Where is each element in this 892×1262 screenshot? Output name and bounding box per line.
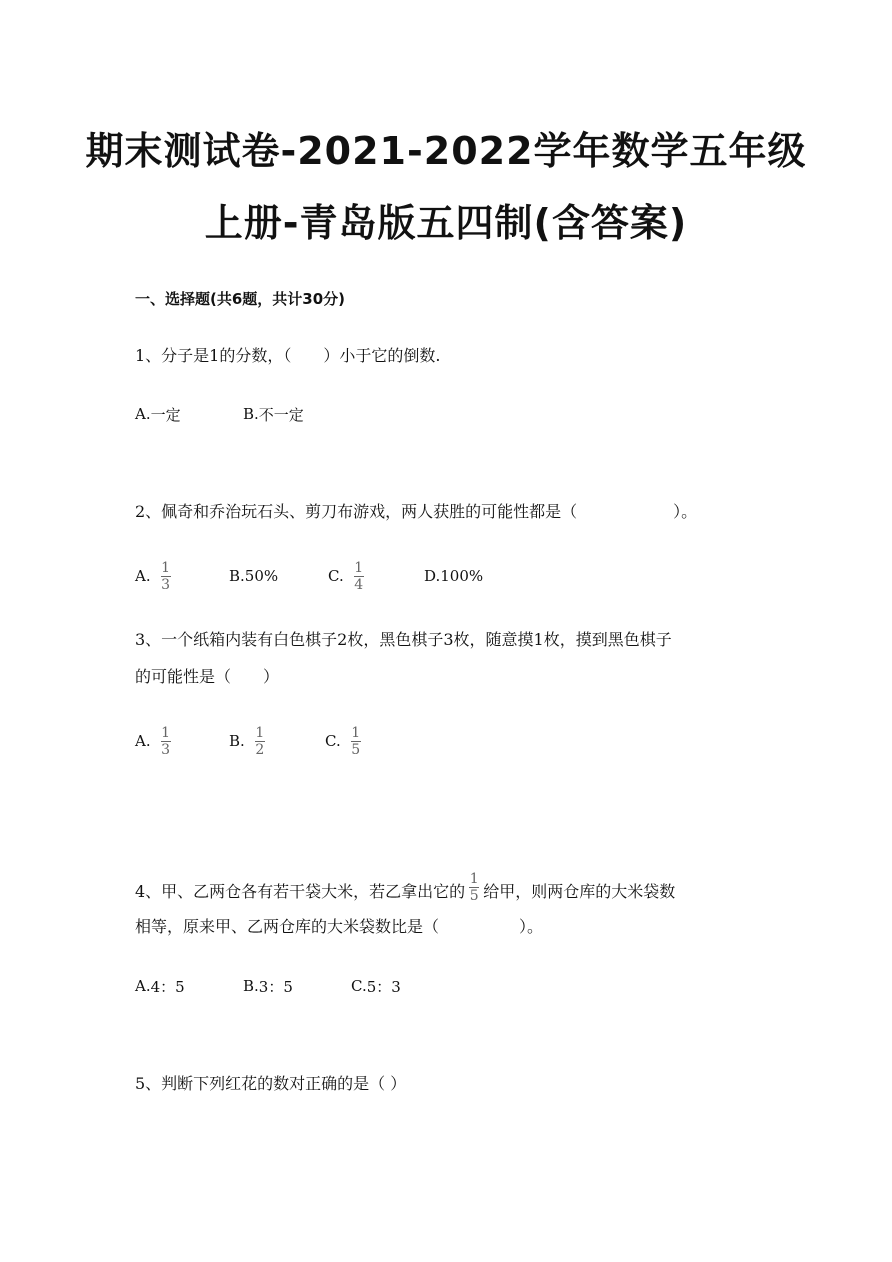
document-title-line2: 上册-青岛版五四制(含答案): [204, 201, 688, 245]
fraction-numerator: 1: [351, 724, 361, 741]
fraction: [161, 726, 171, 757]
fraction-denominator: 5: [351, 741, 361, 758]
option-letter: B.: [229, 567, 245, 585]
fraction: [354, 561, 364, 592]
question-4-options: [135, 966, 401, 1006]
fraction-denominator: 2: [255, 741, 265, 758]
question-2-options: [135, 556, 483, 596]
option-letter: C.: [351, 977, 367, 995]
question-1-text: 1、分子是1的分数，（ ）小于它的倒数.: [135, 346, 441, 365]
option-text: 4：5: [150, 977, 185, 996]
question-2-text: 2、佩奇和乔治玩石头、剪刀布游戏，两人获胜的可能性都是（ ）。: [135, 502, 698, 521]
question-4-option-c[interactable]: [351, 976, 401, 997]
fraction-denominator: 3: [161, 576, 171, 593]
question-4-text-line2: 相等，原来甲、乙两仓库的大米袋数比是（ ）。: [135, 917, 544, 936]
question-3-options: [135, 721, 361, 761]
fraction-numerator: 1: [354, 559, 364, 576]
fraction-numerator: 1: [161, 724, 171, 741]
fraction: [351, 726, 361, 757]
question-4-option-b[interactable]: [243, 976, 351, 997]
fraction-denominator: 5: [469, 888, 479, 904]
question-1-option-a[interactable]: [135, 404, 243, 425]
question-3-option-c[interactable]: [325, 726, 361, 757]
option-text: 100%: [440, 567, 484, 585]
option-letter: A.: [135, 732, 151, 750]
option-letter: B.: [243, 977, 259, 995]
option-text: 一定: [150, 405, 181, 424]
question-2-option-a[interactable]: [135, 561, 229, 592]
question-4-text-line1: [135, 871, 676, 907]
question-4-text-after: 给甲，则两仓库的大米袋数: [483, 881, 676, 901]
question-5-text: 5、判断下列红花的数对正确的是（ ）: [135, 1074, 407, 1093]
question-2-option-c[interactable]: [328, 561, 424, 592]
fraction-numerator: 1: [255, 724, 265, 741]
option-letter: B.: [229, 732, 245, 750]
fraction-numerator: 1: [161, 559, 171, 576]
question-3-option-a[interactable]: [135, 726, 229, 757]
fraction: [161, 561, 171, 592]
question-1-option-b[interactable]: [243, 404, 304, 425]
option-letter: B.: [243, 405, 259, 423]
fraction-denominator: 3: [161, 741, 171, 758]
fraction: [255, 726, 265, 757]
option-letter: A.: [135, 405, 151, 423]
option-text: 不一定: [258, 405, 304, 424]
question-3-text-line2: 的可能性是（ ）: [135, 667, 280, 686]
option-text: 5：3: [366, 977, 401, 996]
option-letter: A.: [135, 567, 151, 585]
question-4-text-before: 4、甲、乙两仓各有若干袋大米，若乙拿出它的: [135, 881, 466, 901]
question-1-options: [135, 394, 304, 434]
option-letter: D.: [424, 567, 441, 585]
document-title-line1: 期末测试卷-2021-2022学年数学五年级: [85, 129, 807, 173]
question-3-text-line1: 3、一个纸箱内装有白色棋子2枚，黑色棋子3枚，随意摸1枚，摸到黑色棋子: [135, 630, 672, 649]
fraction: [469, 872, 479, 903]
option-text: 3：5: [258, 977, 293, 996]
section-heading: 一、选择题(共6题，共计30分): [135, 290, 346, 308]
option-text: 50%: [244, 567, 279, 585]
question-3-option-b[interactable]: [229, 726, 325, 757]
question-2-option-d[interactable]: [424, 567, 483, 585]
question-2-option-b[interactable]: [229, 567, 328, 585]
option-letter: A.: [135, 977, 151, 995]
fraction-denominator: 4: [354, 576, 364, 593]
question-4-option-a[interactable]: [135, 976, 243, 997]
option-letter: C.: [328, 567, 344, 585]
fraction-numerator: 1: [469, 871, 479, 887]
option-letter: C.: [325, 732, 341, 750]
